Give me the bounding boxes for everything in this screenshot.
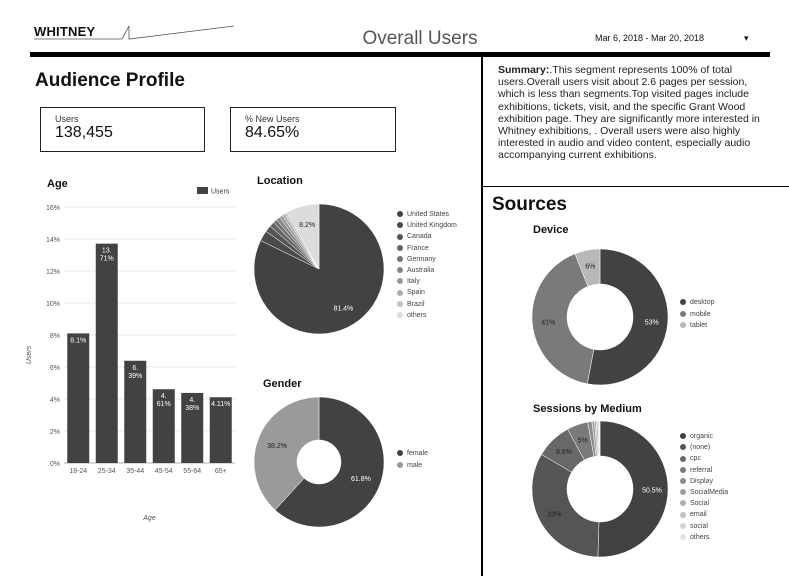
slice-data-label: 33%	[547, 511, 562, 519]
sources-title: Sources	[492, 194, 567, 215]
y-tick-label: 10%	[45, 301, 60, 308]
page-title: Overall Users	[362, 28, 478, 49]
x-tick-label: 45-54	[154, 468, 173, 475]
x-axis-label: Age	[143, 515, 156, 522]
legend-dot	[397, 256, 403, 262]
legend-label: others	[407, 311, 427, 319]
legend-dot	[680, 456, 686, 462]
bar-data-label: 13. 71%	[99, 247, 114, 263]
legend-item	[397, 462, 422, 469]
legend-item	[680, 311, 711, 318]
legend-item	[680, 500, 709, 507]
legend-label: email	[690, 511, 707, 519]
legend-label: Australia	[407, 267, 435, 274]
legend-dot	[680, 311, 686, 317]
legend-item	[680, 534, 709, 541]
slice-data-label: 61.8%	[351, 475, 371, 483]
legend-label: mobile	[690, 310, 711, 318]
legend-label: social	[690, 522, 708, 530]
legend-item	[397, 267, 434, 274]
legend-dot	[680, 523, 686, 529]
legend-dot	[397, 278, 403, 284]
gender-legend	[397, 450, 477, 480]
legend-label: others	[690, 533, 710, 541]
legend-dot	[397, 211, 403, 217]
x-tick-label: 65+	[214, 468, 227, 475]
legend-item	[397, 301, 425, 308]
slice-data-label: 5%	[577, 437, 588, 445]
whitney-logo: WHITNEY	[34, 24, 96, 39]
legend-label: desktop	[690, 299, 715, 306]
location-chart-title: Location	[257, 175, 303, 187]
legend-dot	[397, 301, 403, 307]
legend-dot	[680, 322, 686, 328]
legend-item	[397, 233, 432, 240]
legend-item	[397, 211, 449, 218]
gender-chart-title: Gender	[263, 378, 302, 390]
y-axis-label: Users	[26, 345, 33, 365]
legend-dot	[397, 312, 403, 318]
legend-dot	[397, 267, 403, 273]
slice-data-label: 8.6%	[555, 449, 572, 457]
medium-legend	[680, 433, 760, 548]
legend-item	[680, 322, 707, 329]
legend-dot	[397, 450, 403, 456]
vertical-divider	[481, 57, 483, 576]
slice-data-label: 38.2%	[267, 443, 287, 451]
y-tick-label: 12%	[45, 269, 60, 276]
legend-label: Germany	[407, 255, 436, 263]
medium-donut-chart	[520, 415, 680, 570]
gender-donut-chart	[245, 392, 395, 542]
slice-data-label: 41%	[541, 319, 556, 327]
legend-dot	[680, 467, 686, 473]
legend-dot	[397, 234, 403, 240]
sources-divider	[483, 186, 789, 187]
y-tick-label: 8%	[49, 333, 60, 340]
medium-chart-title: Sessions by Medium	[533, 403, 642, 415]
age-bar	[96, 244, 118, 463]
legend-item	[680, 455, 701, 462]
device-chart-title: Device	[533, 224, 569, 236]
legend-dot	[680, 489, 686, 495]
bar-data-label: 4.11%	[211, 401, 231, 409]
legend-label: Display	[690, 477, 713, 485]
legend-label: Italy	[407, 278, 420, 286]
legend-item	[397, 222, 457, 229]
legend-dot	[680, 444, 686, 450]
legend-label: United States	[407, 211, 450, 218]
legend-dot	[397, 245, 403, 251]
y-tick-label: 14%	[45, 237, 60, 244]
age-chart-title: Age	[47, 178, 68, 190]
legend-label: referral	[690, 466, 713, 474]
legend-item	[680, 523, 708, 530]
legend-label: organic	[690, 433, 713, 440]
legend-item	[397, 312, 426, 319]
legend-dot	[680, 534, 686, 540]
bar-data-label: 8.1%	[70, 337, 87, 345]
legend-label: SocialMedia	[690, 489, 729, 496]
location-legend	[397, 211, 477, 326]
slice-data-label: 81.4%	[333, 305, 354, 313]
summary-label: Summary:	[498, 64, 550, 76]
legend-label: Users	[211, 188, 230, 196]
slice-data-label: 6%	[585, 263, 596, 271]
legend-dot	[397, 222, 403, 228]
legend-dot	[397, 290, 403, 296]
device-legend	[680, 299, 760, 339]
slice-data-label: 8.2%	[299, 222, 316, 230]
legend-label: tablet	[690, 322, 708, 329]
legend-label: Social	[690, 500, 710, 508]
x-tick-label: 18-24	[69, 468, 88, 475]
y-tick-label: 6%	[49, 365, 60, 372]
users-kpi-card	[40, 107, 205, 152]
users-kpi-label: Users	[55, 114, 79, 124]
new-users-kpi-label: % New Users	[245, 114, 300, 124]
legend-item	[397, 289, 425, 296]
summary-text	[498, 64, 770, 162]
y-tick-label: 4%	[49, 397, 60, 404]
bar-data-label: 4. 38%	[185, 396, 200, 412]
y-tick-label: 2%	[49, 429, 60, 436]
legend-item	[680, 444, 710, 451]
y-tick-label: 16%	[45, 205, 60, 212]
slice-data-label: 53%	[644, 319, 659, 327]
legend-label: cpc	[690, 455, 701, 463]
legend-item	[680, 467, 712, 474]
date-range-selector[interactable]: Mar 6, 2018 - Mar 20, 2018	[595, 33, 705, 43]
legend-item	[680, 478, 713, 485]
chevron-down-icon[interactable]: ▾	[744, 33, 749, 43]
bar-data-label: 4. 61%	[156, 393, 171, 409]
legend-item	[680, 511, 707, 518]
legend-item	[397, 450, 428, 457]
logo-decoration	[34, 22, 234, 44]
x-tick-label: 35-44	[126, 468, 145, 475]
legend-item	[680, 299, 715, 306]
legend-dot	[680, 500, 686, 506]
users-kpi-value: 138,455	[55, 124, 113, 141]
age-bar	[67, 333, 89, 463]
legend-label: female	[407, 450, 429, 457]
pie-slice	[532, 454, 599, 557]
legend-label: Brazil	[407, 300, 425, 308]
legend-dot	[680, 433, 686, 439]
legend-dot	[680, 299, 686, 305]
audience-profile-title: Audience Profile	[35, 70, 185, 91]
legend-item	[680, 433, 713, 440]
x-tick-label: 25-34	[97, 468, 116, 475]
new-users-kpi-value: 84.65%	[245, 124, 300, 141]
bar-data-label: 6. 39%	[128, 364, 143, 380]
legend-label: United Kingdom	[407, 222, 457, 230]
legend-item	[680, 489, 728, 496]
legend-item	[397, 278, 420, 285]
header-divider	[30, 52, 770, 57]
summary-body: .This segment represents 100% of total users.Overall users visit about 2.6 pages per session, which is less than segments.Top visited pages include exhibitions, tickets, visit, and the specific Grant Wood exhibition page. They are significantly more interested in Whitney exhibitions, . Overall users were also highly interested in audio and video content, especially audio accompanying current exhibitions.	[498, 64, 760, 162]
x-tick-label: 55-64	[183, 468, 202, 475]
legend-label: (none)	[690, 444, 711, 452]
y-tick-label: 0%	[49, 461, 60, 468]
legend-label: male	[407, 461, 423, 469]
pie-slice	[599, 421, 600, 456]
legend-label: Canada	[407, 233, 432, 241]
legend-label: Spain	[407, 289, 425, 297]
new-users-kpi-card	[230, 107, 396, 152]
slice-data-label: 50.5%	[642, 487, 662, 495]
legend-item	[397, 256, 436, 263]
legend-dot	[680, 512, 686, 518]
legend-label: France	[407, 244, 429, 252]
legend-dot	[397, 462, 403, 468]
legend-dot	[680, 478, 686, 484]
age-bar-chart	[20, 180, 245, 525]
legend-swatch	[197, 187, 208, 194]
legend-item	[397, 245, 429, 252]
device-donut-chart	[520, 240, 680, 390]
